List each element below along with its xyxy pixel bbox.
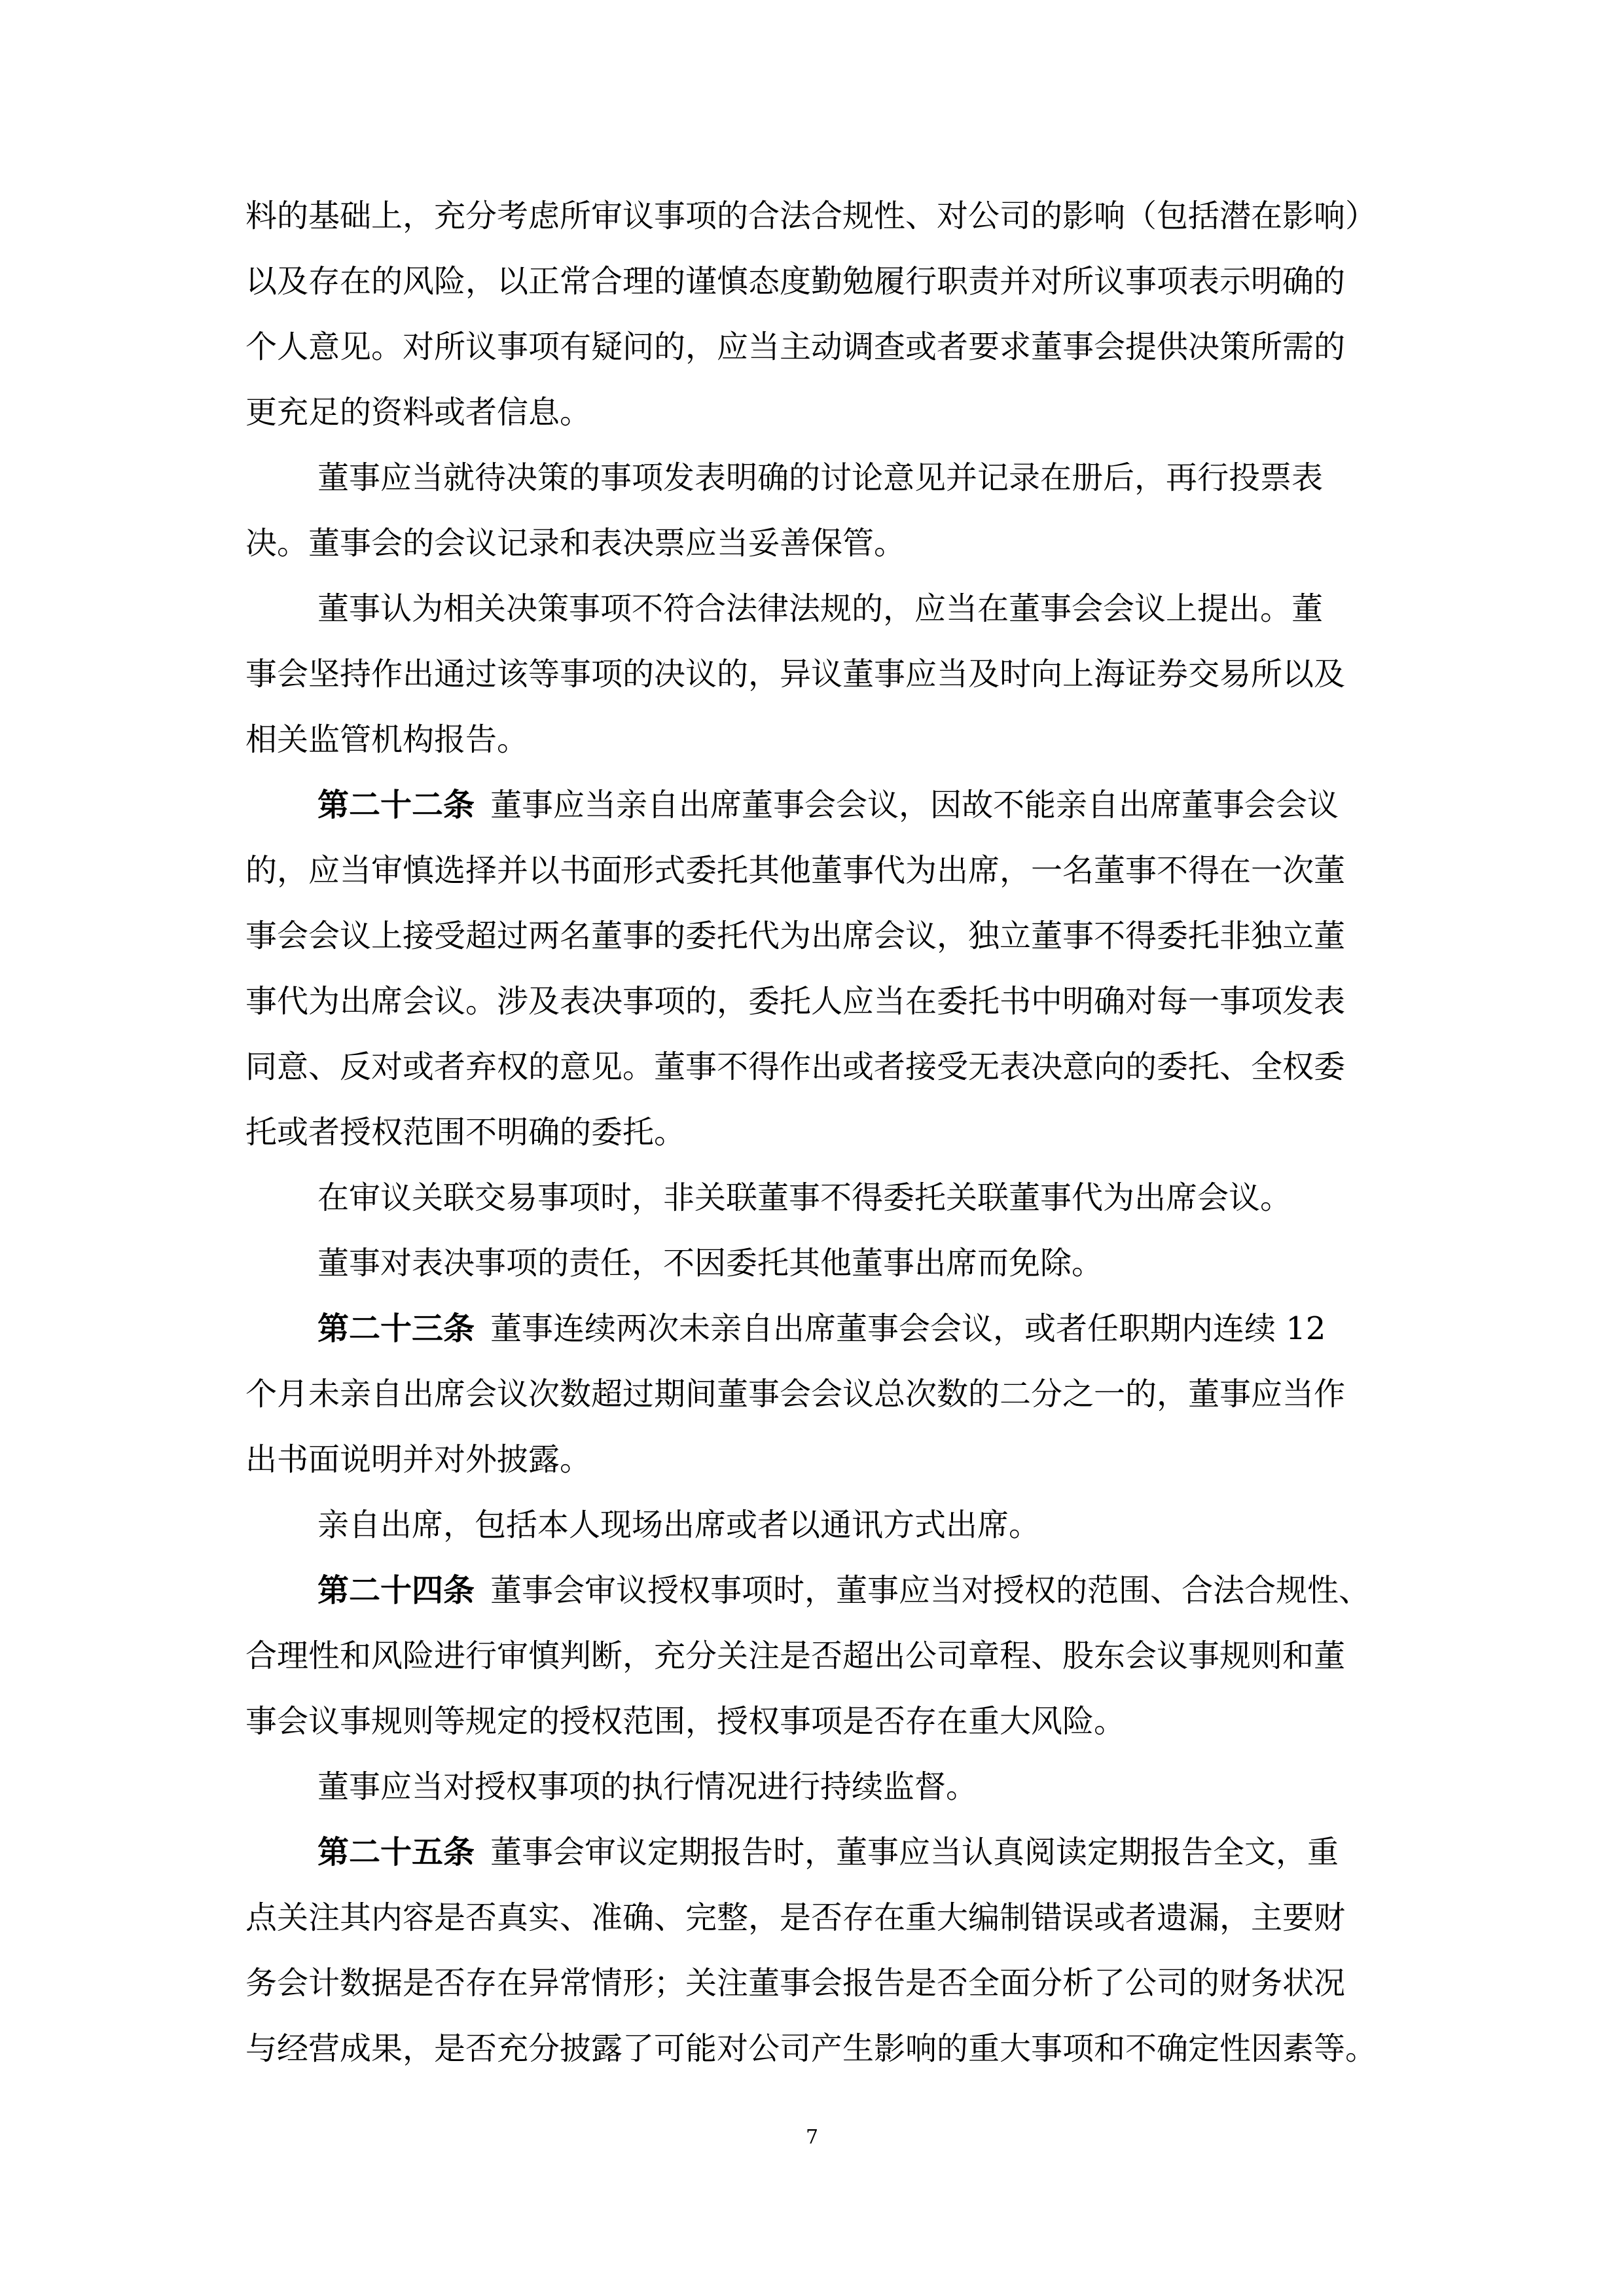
- text-line: 个月未亲自出席会议次数超过期间董事会会议总次数的二分之一的，董事应当作: [245, 1376, 1346, 1412]
- text-line: 同意、反对或者弃权的意见。董事不得作出或者接受无表决意向的委托、全权委: [245, 1049, 1346, 1085]
- article-number: 第二十五条: [317, 1834, 475, 1871]
- text-line: 董事对表决事项的责任，不因委托其他董事出席而免除。: [317, 1245, 1104, 1282]
- page-number: 7: [805, 2126, 819, 2149]
- text-line: 务会计数据是否存在异常情形；关注董事会报告是否全面分析了公司的财务状况: [245, 1965, 1346, 2001]
- text-line: 与经营成果，是否充分披露了可能对公司产生影响的重大事项和不确定性因素等。: [245, 2030, 1377, 2067]
- text-line: 董事应当对授权事项的执行情况进行持续监督。: [317, 1768, 978, 1805]
- text-line: 以及存在的风险，以正常合理的谨慎态度勤勉履行职责并对所议事项表示明确的: [245, 263, 1346, 300]
- article-text: 董事连续两次未亲自出席董事会会议，或者任职期内连续 12: [490, 1310, 1326, 1347]
- article-number: 第二十二条: [317, 787, 475, 823]
- text-line: 出书面说明并对外披露。: [245, 1441, 592, 1478]
- article-text: 董事应当亲自出席董事会会议，因故不能亲自出席董事会会议: [490, 787, 1339, 823]
- text-line: 决。董事会的会议记录和表决票应当妥善保管。: [245, 525, 906, 562]
- text-line: 更充足的资料或者信息。: [245, 394, 592, 431]
- article-text: 董事会审议定期报告时，董事应当认真阅读定期报告全文，重: [490, 1834, 1339, 1871]
- text-line: 事会坚持作出通过该等事项的决议的，异议董事应当及时向上海证券交易所以及: [245, 656, 1346, 692]
- text-line: 个人意见。对所议事项有疑问的，应当主动调查或者要求董事会提供决策所需的: [245, 329, 1346, 365]
- text-line: 点关注其内容是否真实、准确、完整，是否存在重大编制错误或者遗漏，主要财: [245, 1899, 1346, 1936]
- text-line: 事代为出席会议。涉及表决事项的，委托人应当在委托书中明确对每一事项发表: [245, 983, 1346, 1020]
- text-line: 亲自出席，包括本人现场出席或者以通讯方式出席。: [317, 1507, 1041, 1543]
- text-line: 合理性和风险进行审慎判断，充分关注是否超出公司章程、股东会议事规则和董: [245, 1638, 1346, 1674]
- article-first-line: [317, 1571, 1370, 1610]
- text-line: 董事应当就待决策的事项发表明确的讨论意见并记录在册后，再行投票表: [317, 459, 1324, 496]
- text-line: 在审议关联交易事项时，非关联董事不得委托关联董事代为出席会议。: [317, 1179, 1292, 1216]
- text-line: 董事认为相关决策事项不符合法律法规的，应当在董事会会议上提出。董: [317, 590, 1324, 627]
- article-text: 董事会审议授权事项时，董事应当对授权的范围、合法合规性、: [490, 1572, 1371, 1609]
- article-number: 第二十四条: [317, 1572, 475, 1609]
- article-first-line: [317, 1309, 1326, 1348]
- text-line: 托或者授权范围不明确的委托。: [245, 1114, 686, 1151]
- text-line: 相关监管机构报告。: [245, 721, 529, 758]
- text-line: 的，应当审慎选择并以书面形式委托其他董事代为出席，一名董事不得在一次董: [245, 852, 1346, 889]
- text-line: 料的基础上，充分考虑所审议事项的合法合规性、对公司的影响（包括潜在影响）: [245, 198, 1377, 234]
- article-first-line: [317, 785, 1339, 825]
- text-line: 事会会议上接受超过两名董事的委托代为出席会议，独立董事不得委托非独立董: [245, 918, 1346, 954]
- article-first-line: [317, 1833, 1339, 1872]
- text-line: 事会议事规则等规定的授权范围，授权事项是否存在重大风险。: [245, 1703, 1126, 1740]
- article-number: 第二十三条: [317, 1310, 475, 1347]
